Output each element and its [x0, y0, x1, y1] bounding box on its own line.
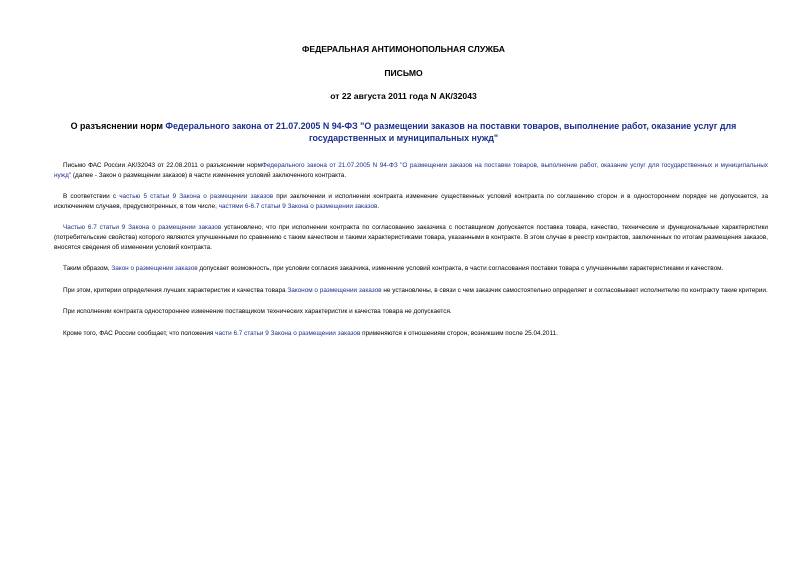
paragraph-2-text-2: при заключении и исполнении контракта изменение существенных условий контракта по соглашению сторон и в одностороннем порядке не допускается, за исключением случаев, предусмотренных, в том числе,	[54, 193, 768, 210]
paragraph-3-link-part-6-7[interactable]: Частью 6.7 статьи 9 Закона о размещении заказов	[63, 224, 222, 232]
paragraph-2-link-parts-6-6-7[interactable]: частями 6-6.7 статьи 9 Закона о размещении заказов	[218, 202, 378, 210]
title-prefix: О разъяснении норм	[70, 121, 166, 131]
issuing-organization: ФЕДЕРАЛЬНАЯ АНТИМОНОПОЛЬНАЯ СЛУЖБА	[302, 44, 505, 54]
paragraph-6	[54, 307, 768, 317]
paragraph-4-text-1: Таким образом,	[63, 265, 112, 273]
paragraph-7-text-2: применяются к отношениям сторон, возникшим после 25.04.2011.	[360, 329, 558, 337]
paragraph-1	[54, 161, 768, 180]
title-law-link[interactable]: Федерального закона от 21.07.2005 N 94-ФЗ "О размещении заказов на поставки товаров, выполнение работ, оказание услуг для государственных и муниципальных нужд"	[165, 121, 737, 143]
paragraph-5-text-1: При этом, критерии определения лучших характеристик и качества товара	[63, 286, 288, 294]
paragraph-4	[54, 264, 768, 274]
document-body	[54, 161, 768, 351]
document-title	[60, 120, 747, 144]
paragraph-2-text-1: В соответствии с	[63, 193, 120, 201]
paragraph-4-law-link[interactable]: Закон о размещении заказов	[111, 265, 198, 273]
paragraph-6-text-1: При исполнении контракта одностороннее изменение поставщиком технических характеристик и качества товара не допускается.	[63, 308, 452, 316]
paragraph-2-text-3: .	[377, 202, 380, 210]
paragraph-7	[54, 329, 768, 339]
paragraph-7-text-1: Кроме того, ФАС России сообщает, что положения	[63, 329, 216, 337]
paragraph-5	[54, 286, 768, 296]
paragraph-2	[54, 192, 768, 211]
paragraph-1-law-link[interactable]: Федерального закона от 21.07.2005 N 94-ФЗ "О размещении заказов на поставки товаров, выполнение работ, оказание услуг для государственных и муниципальных нужд"	[54, 162, 768, 179]
paragraph-3-text-1: установлено, что при исполнении контракта по согласованию заказчика с поставщиком допускается поставка товара, качество, технические и функциональные характеристики (потребительские свойства) которого являются улучшенными по сравнению с таким качеством и такими характеристиками товара, указанными в контракте. В этом случае в реестр контрактов, заключенных по итогам размещения заказов, вносятся сведения об изменении условий контракта.	[54, 224, 768, 251]
document-date-number: от 22 августа 2011 года N АК/32043	[330, 91, 477, 101]
paragraph-4-text-2: допускает возможность, при условии согласия заказчика, изменение условий контракта, в части согласования поставки товара с улучшенными характеристиками и качеством.	[197, 265, 724, 273]
paragraph-2-link-part-5[interactable]: частью 5 статьи 9 Закона о размещении заказов	[119, 193, 274, 201]
paragraph-5-law-link[interactable]: Законом о размещении заказов	[287, 286, 382, 294]
paragraph-3	[54, 223, 768, 252]
document-type: ПИСЬМО	[384, 68, 423, 78]
paragraph-1-text-2: (далее - Закон о размещении заказов) в части изменения условий заключенного контракта.	[71, 171, 347, 179]
paragraph-7-link-part-6-7[interactable]: части 6.7 статьи 9 Закона о размещении заказов	[215, 329, 361, 337]
paragraph-5-text-2: не установлены, в связи с чем заказчик самостоятельно определяет и согласовывает исполнителю по контракту такие критерии.	[381, 286, 768, 294]
paragraph-1-text-1: Письмо ФАС России АК/32043 от 22.08.2011 о разъяснении норм	[63, 162, 262, 169]
